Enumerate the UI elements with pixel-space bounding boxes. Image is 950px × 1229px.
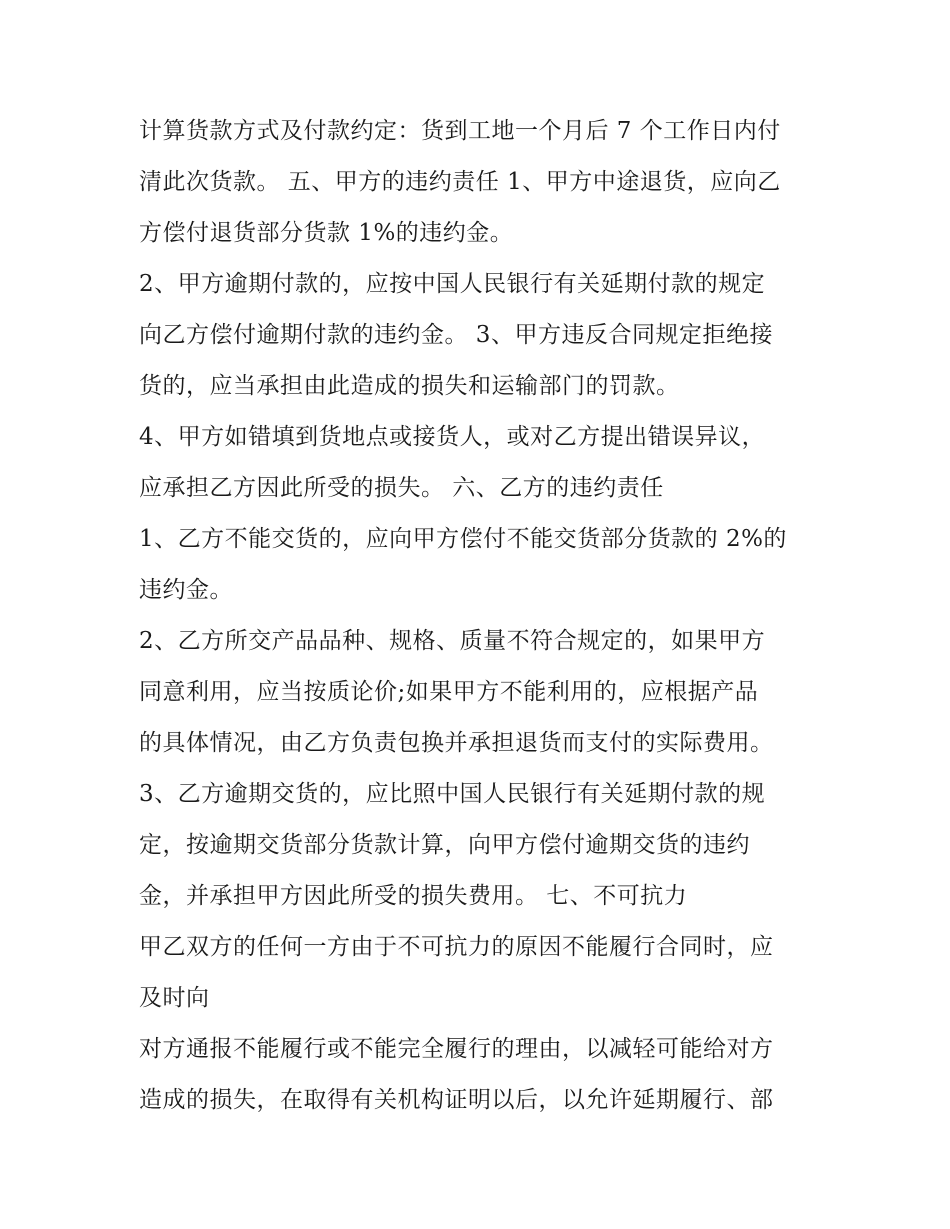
text-line: 2、甲方逾期付款的，应按中国人民银行有关延期付款的规定 [139,271,766,297]
text-line: 方偿付退货部分货款 1%的违约金。 [139,220,514,246]
text-line: 甲乙双方的任何一方由于不可抗力的原因不能履行合同时，应 [139,934,774,960]
text-line: 同意利用，应当按质论价;如果甲方不能利用的，应根据产品 [139,679,759,705]
text-line: 的具体情况，由乙方负责包换并承担退货而支付的实际费用。 [139,730,774,756]
text-line: 及时向 [139,985,210,1011]
text-line: 1、乙方不能交货的，应向甲方偿付不能交货部分货款的 2%的 [139,526,787,552]
text-line: 4、甲方如错填到货地点或接货人，或对乙方提出错误异议， [139,424,766,450]
text-line: 定，按逾期交货部分货款计算，向甲方偿付逾期交货的违约 [139,832,750,858]
text-line: 货的，应当承担由此造成的损失和运输部门的罚款。 [139,373,680,399]
text-line: 违约金。 [139,577,233,603]
text-line: 向乙方偿付逾期付款的违约金。 3、甲方违反合同规定拒绝接 [139,322,773,348]
text-line: 计算货款方式及付款约定：货到工地一个月后 7 个工作日内付 [139,118,781,144]
text-line: 3、乙方逾期交货的，应比照中国人民银行有关延期付款的规 [139,781,766,807]
text-line: 造成的损失，在取得有关机构证明以后，以允许延期履行、部 [139,1087,774,1113]
text-line: 清此次货款。 五、甲方的违约责任 1、甲方中途退货，应向乙 [139,169,781,195]
text-line: 对方通报不能履行或不能完全履行的理由，以减轻可能给对方 [139,1036,774,1062]
document-body [139,106,819,1126]
text-line: 金，并承担甲方因此所受的损失费用。 七、不可抗力 [139,883,688,909]
text-line: 2、乙方所交产品品种、规格、质量不符合规定的，如果甲方 [139,628,766,654]
text-line: 应承担乙方因此所受的损失。 六、乙方的违约责任 [139,475,664,501]
